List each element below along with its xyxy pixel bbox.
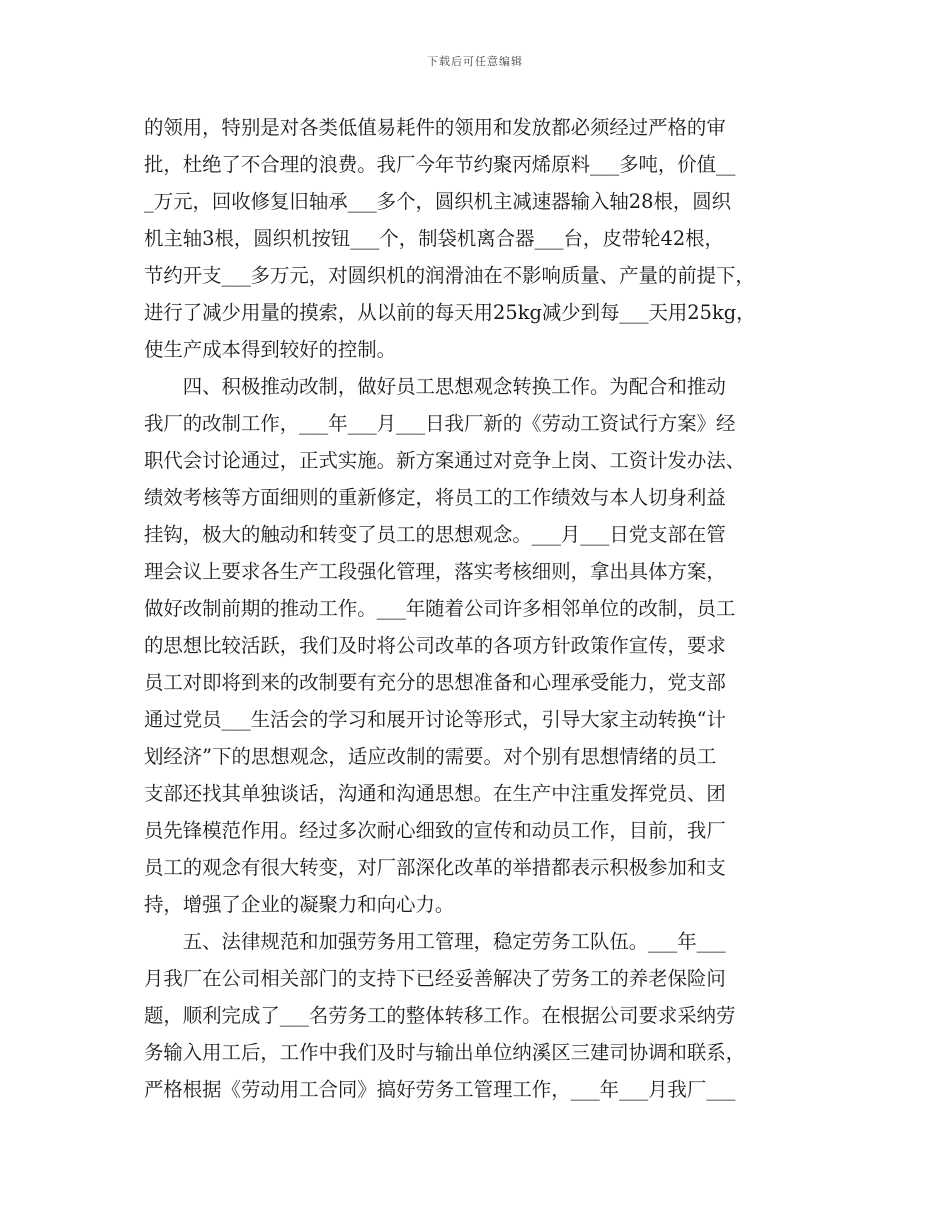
text-line: _万元，回收修复旧轴承___多个，圆织机主减速器输入轴28根，圆织 [144, 190, 732, 213]
text-line: 持，增强了企业的凝聚力和向心力。 [144, 893, 455, 916]
text-line: 节约开支___多万元，对圆织机的润滑油在不影响质量、产量的前提下， [144, 264, 755, 287]
text-line: 批，杜绝了不合理的浪费。我厂今年节约聚丙烯原料___多吨，价值__ [144, 153, 736, 176]
text-line: 机主轴3根，圆织机按钮___个，制袋机离合器___台，皮带轮42根， [144, 227, 724, 250]
text-line: 五、法律规范和加强劳务用工管理，稳定劳务工队伍。___年___ [144, 930, 726, 953]
text-line: 员工对即将到来的改制要有充分的思想准备和心理承受能力，党支部 [144, 671, 726, 694]
text-line: 员工的观念有很大转变，对厂部深化改革的举措都表示积极参加和支 [144, 856, 726, 879]
text-line: 的思想比较活跃，我们及时将公司改革的各项方针政策作宣传，要求 [144, 634, 726, 657]
text-line: 划经济”下的思想观念，适应改制的需要。对个别有思想情绪的员工 [144, 745, 717, 768]
text-line: 题，顺利完成了___名劳务工的整体转移工作。在根据公司要求采纳劳 [144, 1004, 736, 1027]
text-line: 进行了减少用量的摸索，从以前的每天用25kg减少到每___天用25kg， [144, 301, 756, 324]
text-line: 月我厂在公司相关部门的支持下已经妥善解决了劳务工的养老保险问 [144, 967, 726, 990]
text-line: 务输入用工后，工作中我们及时与输出单位纳溪区三建司协调和联系， [144, 1041, 746, 1064]
text-line: 通过党员___生活会的学习和展开讨论等形式，引导大家主动转换“计 [144, 708, 726, 731]
page-header: 下载后可任意编辑 [427, 55, 523, 68]
text-line: 支部还找其单独谈话，沟通和沟通思想。在生产中注重发挥党员、团 [144, 782, 726, 805]
text-line: 使生产成本得到较好的控制。 [144, 338, 397, 361]
document-body [144, 109, 820, 1108]
text-line: 严格根据《劳动用工合同》搞好劳务工管理工作，___年___月我厂___ [144, 1078, 736, 1101]
text-line: 理会议上要求各生产工段强化管理，落实考核细则，拿出具体方案， [144, 560, 726, 583]
text-line: 的领用，特别是对各类低值易耗件的领用和发放都必须经过严格的审 [144, 116, 726, 139]
text-line: 挂钩，极大的触动和转变了员工的思想观念。___月___日党支部在管 [144, 523, 726, 546]
text-line: 员先锋模范作用。经过多次耐心细致的宣传和动员工作，目前，我厂 [144, 819, 726, 842]
text-line: 四、积极推动改制，做好员工思想观念转换工作。为配合和推动 [144, 375, 726, 398]
text-line: 职代会讨论通过，正式实施。新方案通过对竞争上岗、工资计发办法、 [144, 449, 746, 472]
text-line: 我厂的改制工作，___年___月___日我厂新的《劳动工资试行方案》经 [144, 412, 736, 435]
text-line: 绩效考核等方面细则的重新修定，将员工的工作绩效与本人切身利益 [144, 486, 726, 509]
text-line: 做好改制前期的推动工作。___年随着公司许多相邻单位的改制，员工 [144, 597, 736, 620]
